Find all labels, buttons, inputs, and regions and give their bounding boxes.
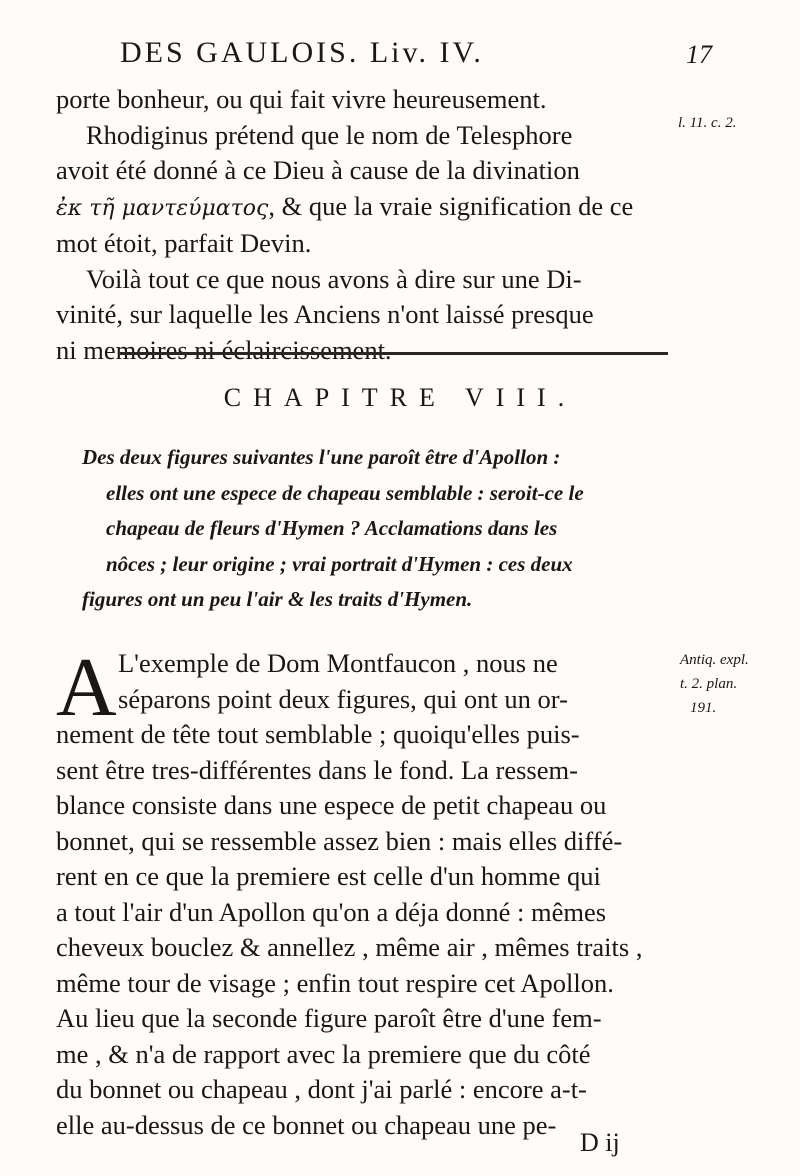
main-paragraph-opening <box>118 646 672 717</box>
text-line: du bonnet ou chapeau , dont j'ai parlé : encore a-t- <box>56 1074 587 1104</box>
margin-note-reference: l. 11. c. 2. <box>678 115 737 131</box>
text-line: même tour de visage ; enfin tout respire cet Apollon. <box>56 967 614 998</box>
running-head: DES GAULOIS. Liv. IV. <box>120 36 484 69</box>
text-line: Au lieu que la seconde figure paroît être d'une fem- <box>56 1003 602 1033</box>
text-line: cheveux bouclez & annellez , même air , mêmes traits , <box>56 932 643 962</box>
page-number: 17 <box>686 40 712 69</box>
chapter-summary <box>82 440 682 618</box>
text-line: me , & n'a de rapport avec la premiere que du côté <box>56 1038 591 1069</box>
summary-line: chapeau de fleurs d'Hymen ? Acclamations dans les <box>106 516 558 540</box>
greek-phrase: ἐκ τῆ μαντεύματος <box>56 195 269 221</box>
text-line: sent être tres-différentes dans le fond. La ressem- <box>56 754 578 785</box>
text-line: ni memoires ni éclaircissement. <box>56 334 392 365</box>
text-line: vinité, sur laquelle les Anciens n'ont laissé presque <box>56 299 594 329</box>
main-paragraph <box>56 717 670 1143</box>
text-line: avoit été donné à ce Dieu à cause de la divination <box>56 155 580 185</box>
text-line: nement de tête tout semblable ; quoiqu'elles puis- <box>56 719 580 749</box>
top-paragraph <box>56 82 670 368</box>
text-line: Rhodiginus prétend que le nom de Telesphore <box>86 119 573 150</box>
text-line: blance consiste dans une espece de petit chapeau ou <box>56 790 607 820</box>
greek-line-rest: , & que la vraie signification de ce <box>268 190 634 221</box>
text-line: a tout l'air d'un Apollon qu'on a déja donné : mêmes <box>56 896 607 927</box>
text-line: L'exemple de Dom Montfaucon , nous ne <box>118 648 558 678</box>
drop-cap: A <box>56 641 117 734</box>
text-line: Voilà tout ce que nous avons à dire sur une Di- <box>86 263 582 294</box>
summary-line: nôces ; leur origine ; vrai portrait d'Hymen : ces deux <box>106 551 573 576</box>
margin-note-page: 191. <box>690 700 717 716</box>
text-line: bonnet, qui se ressemble assez bien : mais elles diffé- <box>56 825 623 856</box>
summary-line: figures ont un peu l'air & les traits d'Hymen. <box>82 587 473 611</box>
margin-note-antiq: Antiq. expl. <box>680 652 749 668</box>
text-line <box>56 189 670 227</box>
text-line: mot étoit, parfait Devin. <box>56 228 312 258</box>
section-divider <box>120 352 668 355</box>
chapter-title: CHAPITRE VIII. <box>223 383 577 412</box>
margin-note-plan: t. 2. plan. <box>680 676 738 692</box>
summary-line: Des deux figures suivantes l'une paroît être d'Apollon : <box>82 445 561 469</box>
signature-mark: D ij <box>580 1128 620 1157</box>
text-line: porte bonheur, ou qui fait vivre heureusement. <box>56 84 547 114</box>
text-line: elle au-dessus de ce bonnet ou chapeau une pe- <box>56 1109 557 1140</box>
text-line: rent en ce que la premiere est celle d'un homme qui <box>56 861 601 891</box>
text-line: séparons point deux figures, qui ont un or- <box>118 683 568 714</box>
summary-line: elles ont une espece de chapeau semblable : seroit-ce le <box>106 480 584 505</box>
